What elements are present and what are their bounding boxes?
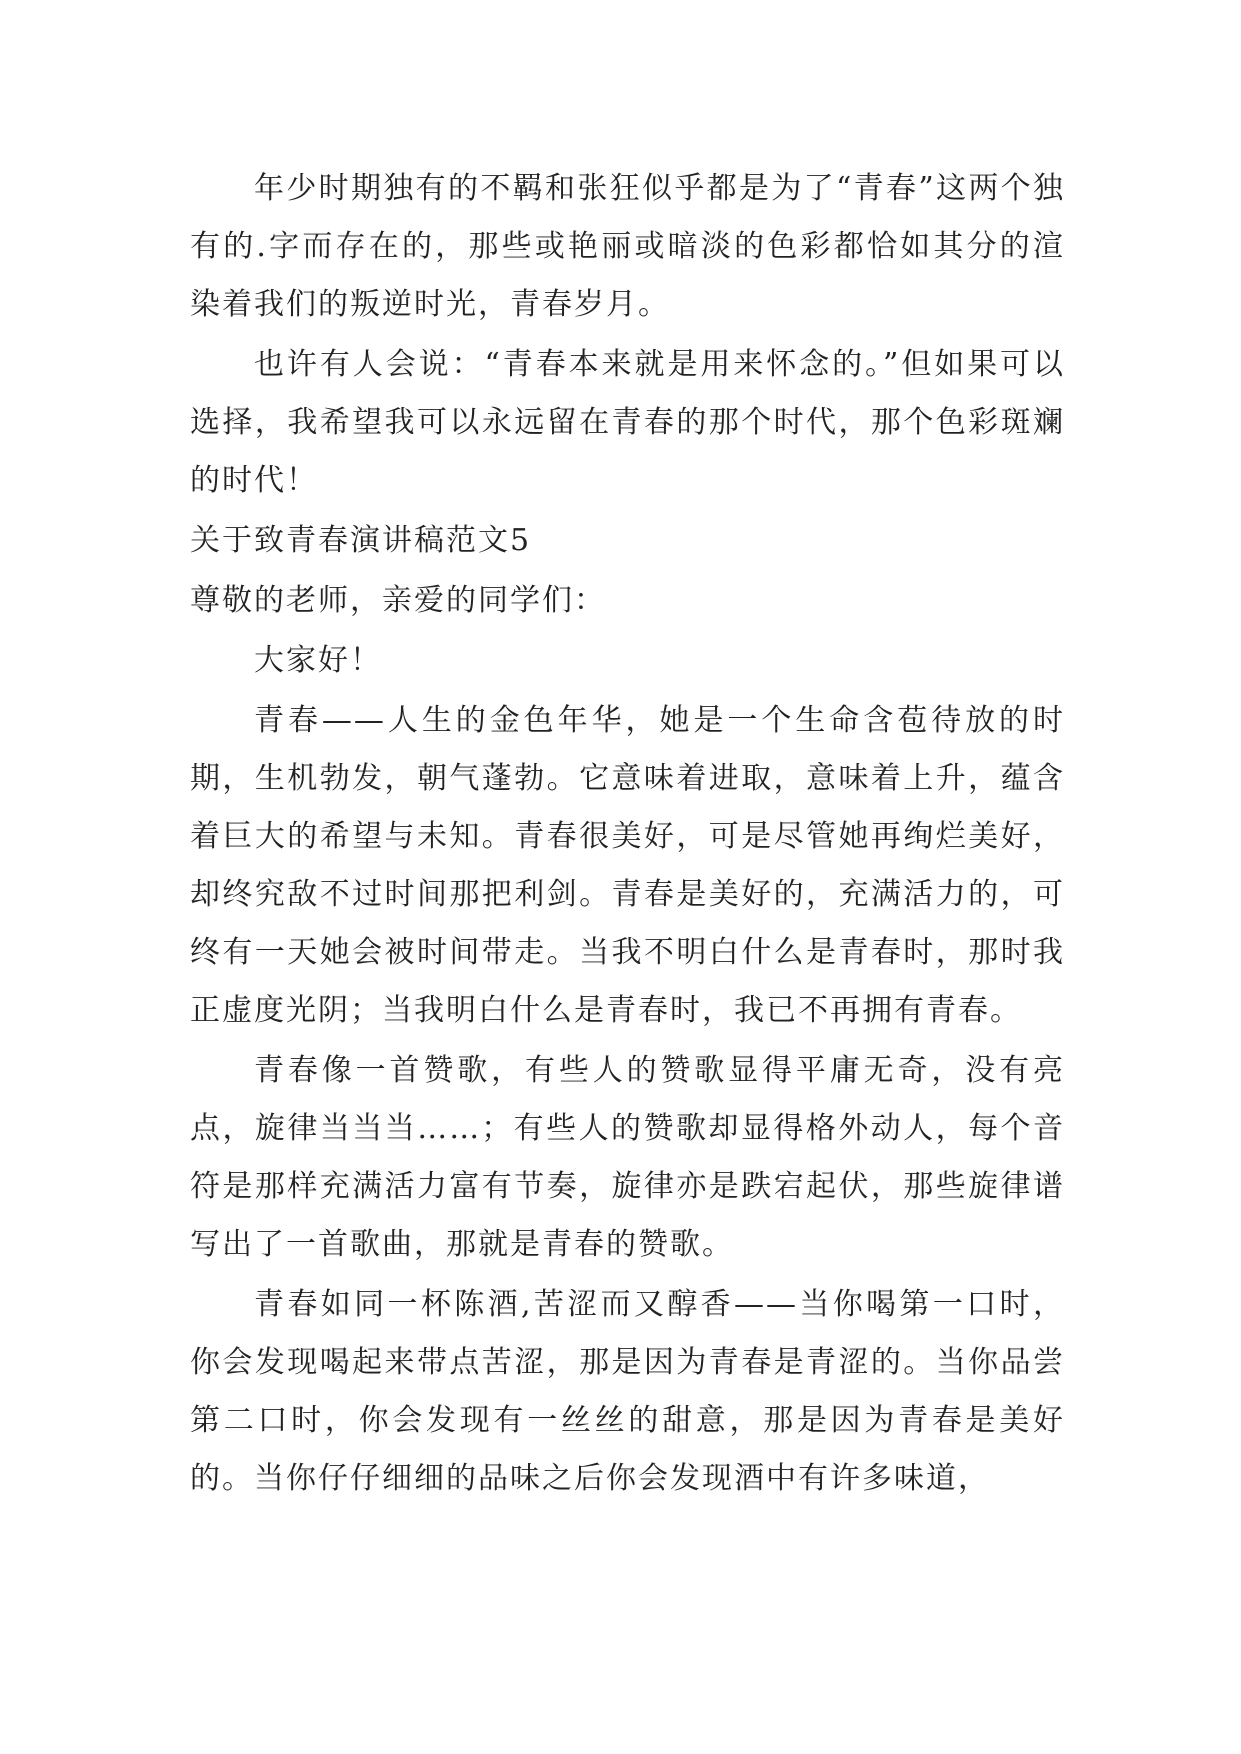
greeting: 大家好！ [254,643,382,678]
section-heading: 关于致青春演讲稿范文5 [190,523,532,558]
salutation: 尊敬的老师，亲爱的同学们： [190,583,606,618]
document-body [190,160,1065,1510]
paragraph-aged-wine: 青春如同一杯陈酒,苦涩而又醇香——当你喝第一口时，你会发现喝起来带点苦涩，那是因为青春是青涩的。当你品尝第二口时，你会发现有一丝丝的甜意，那是因为青春是美好的。当你仔仔细细的品味之后你会发现酒中有许多味道， [190,1287,1065,1496]
paragraph-youth-rebellion: 年少时期独有的不羁和张狂似乎都是为了“青春”这两个独有的.字而存在的，那些或艳丽或暗淡的色彩都恰如其分的渲染着我们的叛逆时光，青春岁月。 [190,171,1065,322]
paragraph-anthem: 青春像一首赞歌，有些人的赞歌显得平庸无奇，没有亮点，旋律当当当……；有些人的赞歌却显得格外动人，每个音符是那样充满活力富有节奏，旋律亦是跌宕起伏，那些旋律谱写出了一首歌曲，那就是青春的赞歌。 [190,1053,1065,1262]
paragraph-youth-memory: 也许有人会说：“青春本来就是用来怀念的。”但如果可以选择，我希望我可以永远留在青春的那个时代，那个色彩斑斓的时代！ [190,347,1065,498]
paragraph-golden-years: 青春——人生的金色年华，她是一个生命含苞待放的时期，生机勃发，朝气蓬勃。它意味着进取，意味着上升，蕴含着巨大的希望与未知。青春很美好，可是尽管她再绚烂美好，却终究敌不过时间那把利剑。青春是美好的，充满活力的，可终有一天她会被时间带走。当我不明白什么是青春时，那时我正虚度光阴；当我明白什么是青春时，我已不再拥有青春。 [190,703,1065,1028]
